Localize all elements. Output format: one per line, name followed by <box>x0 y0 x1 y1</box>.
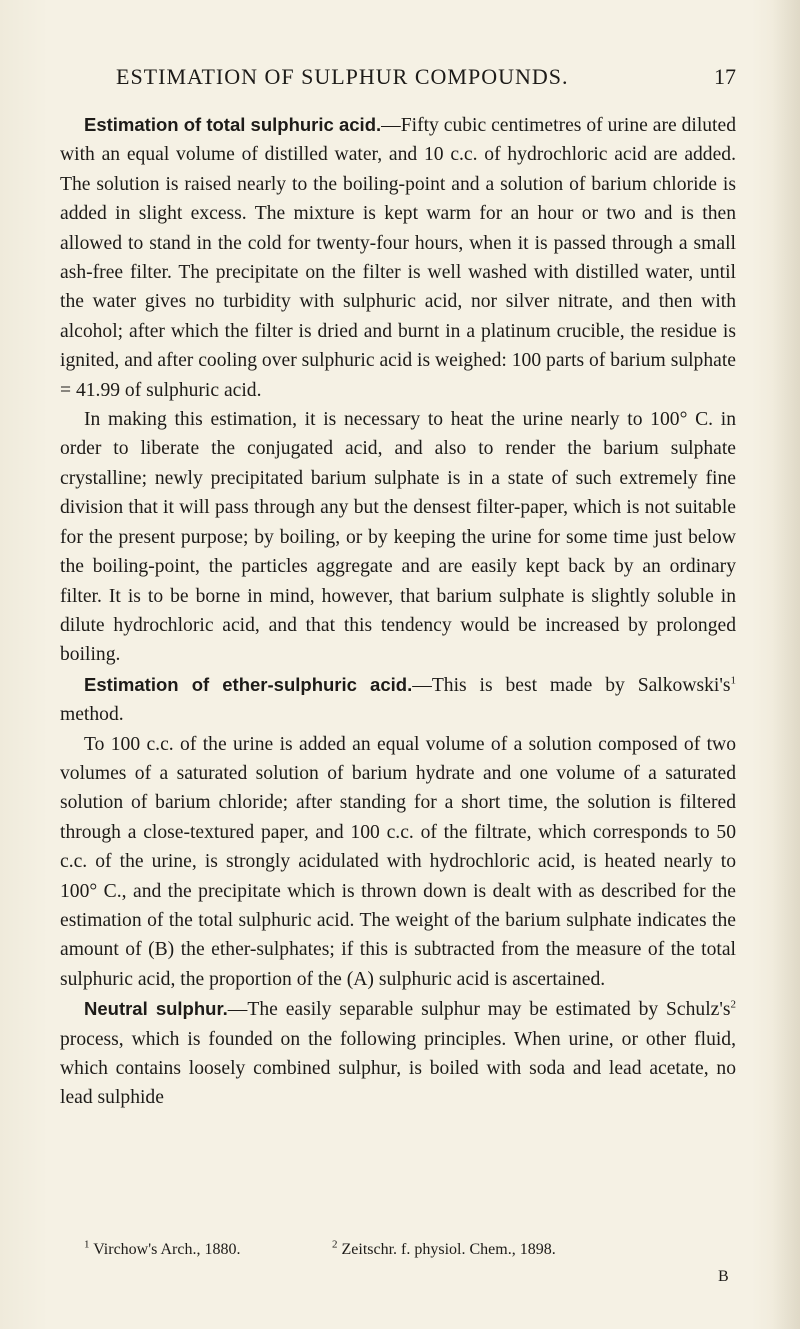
paragraph-text: method. <box>60 704 124 726</box>
footnote-1 <box>84 1238 241 1258</box>
paragraph-neutral-sulphur <box>60 994 736 1113</box>
section-heading-total-sulphuric-acid: Estimation of total sulphuric acid. <box>84 114 382 135</box>
footnote-mark: 2 <box>332 1238 338 1251</box>
section-heading-ether-sulphuric-acid: Estimation of ether-sulphuric acid. <box>84 673 413 695</box>
paragraph-ether-sulphuric-acid <box>60 670 736 730</box>
footnote-mark: 1 <box>84 1238 90 1251</box>
footnote-text: Virchow's Arch., 1880. <box>89 1241 241 1258</box>
footnote-text: Zeitschr. f. physiol. Chem., 1898. <box>337 1241 556 1258</box>
section-heading-neutral-sulphur: Neutral sulphur. <box>84 998 228 1020</box>
body-text <box>60 110 736 1113</box>
footnotes <box>84 1240 734 1260</box>
paragraph-boiling-note <box>60 405 736 670</box>
paragraph-text: In making this estimation, it is necessary to heat the urine nearly to 100° C. in order to liberate the conjugated acid, and also to render the barium sulphate crystalline; newly precipitated barium sulphate is in a state of such extremely fine division that it will pass through any but the densest filter-paper, which is not suitable for the present purpose; by boiling, or by keeping the urine for some time just below the boiling-point, the particles aggregate and are easily kept back by an ordinary filter. It is to be borne in mind, however, that barium sulphate is slightly soluble in dilute hydrochloric acid, and that this tendency would be increased by prolonged boiling. <box>60 409 736 666</box>
paragraph-text: —Fifty cubic centimetres of urine are diluted with an equal volume of distilled water, and 10 c.c. of hydrochloric acid are added. The solution is raised nearly to the boiling-point and a solution of barium chloride is added in slight excess. The mixture is kept warm for an hour or two and is then allowed to stand in the cold for twenty-four hours, when it is passed through a small ash-free filter. The precipitate on the filter is well washed with distilled water, until the water gives no turbidity with sulphuric acid, nor silver nitrate, and then with alcohol; after which the filter is dried and burnt in a platinum crucible, the residue is ignited, and after cooling over sulphuric acid is weighed: 100 parts of barium sulphate = 41.99 of sulphuric acid. <box>60 115 736 401</box>
paragraph-ether-procedure <box>60 730 736 995</box>
running-head: ESTIMATION OF SULPHUR COMPOUNDS. <box>116 64 569 89</box>
paragraph-text: —This is best made by Salkowski's <box>412 674 731 696</box>
paragraph-text: process, which is founded on the following principles. When urine, or other fluid, which contains loosely combined sulphur, is boiled with soda and lead acetate, no lead sulphide <box>60 1028 736 1109</box>
footnote-ref: 1 <box>730 674 736 687</box>
signature-mark: B <box>718 1268 729 1285</box>
page-edge-shadow <box>772 0 800 1329</box>
footnote-ref: 2 <box>730 998 736 1011</box>
paragraph-text: To 100 c.c. of the urine is added an equal volume of a solution composed of two volumes of a saturated solution of barium hydrate and one volume of a saturated solution of barium chloride; after standing for a short time, the solution is filtered through a close-textured paper, and 100 c.c. of the filtrate, which corresponds to 50 c.c. of the urine, is strongly acidulated with hydrochloric acid, is heated nearly to 100° C., and the precipitate which is thrown down is dealt with as described for the estimation of the total sulphuric acid. The weight of the barium sulphate indicates the amount of (B) the ether-sulphates; if this is subtracted from the measure of the total sulphuric acid, the proportion of the (A) sulphuric acid is ascertained. <box>60 733 736 990</box>
page-number: 17 <box>714 64 736 89</box>
paragraph-total-sulphuric-acid <box>60 110 736 405</box>
footnote-2 <box>332 1240 556 1260</box>
paragraph-text: —The easily separable sulphur may be estimated by Schulz's <box>227 999 731 1021</box>
page-header <box>60 64 736 94</box>
